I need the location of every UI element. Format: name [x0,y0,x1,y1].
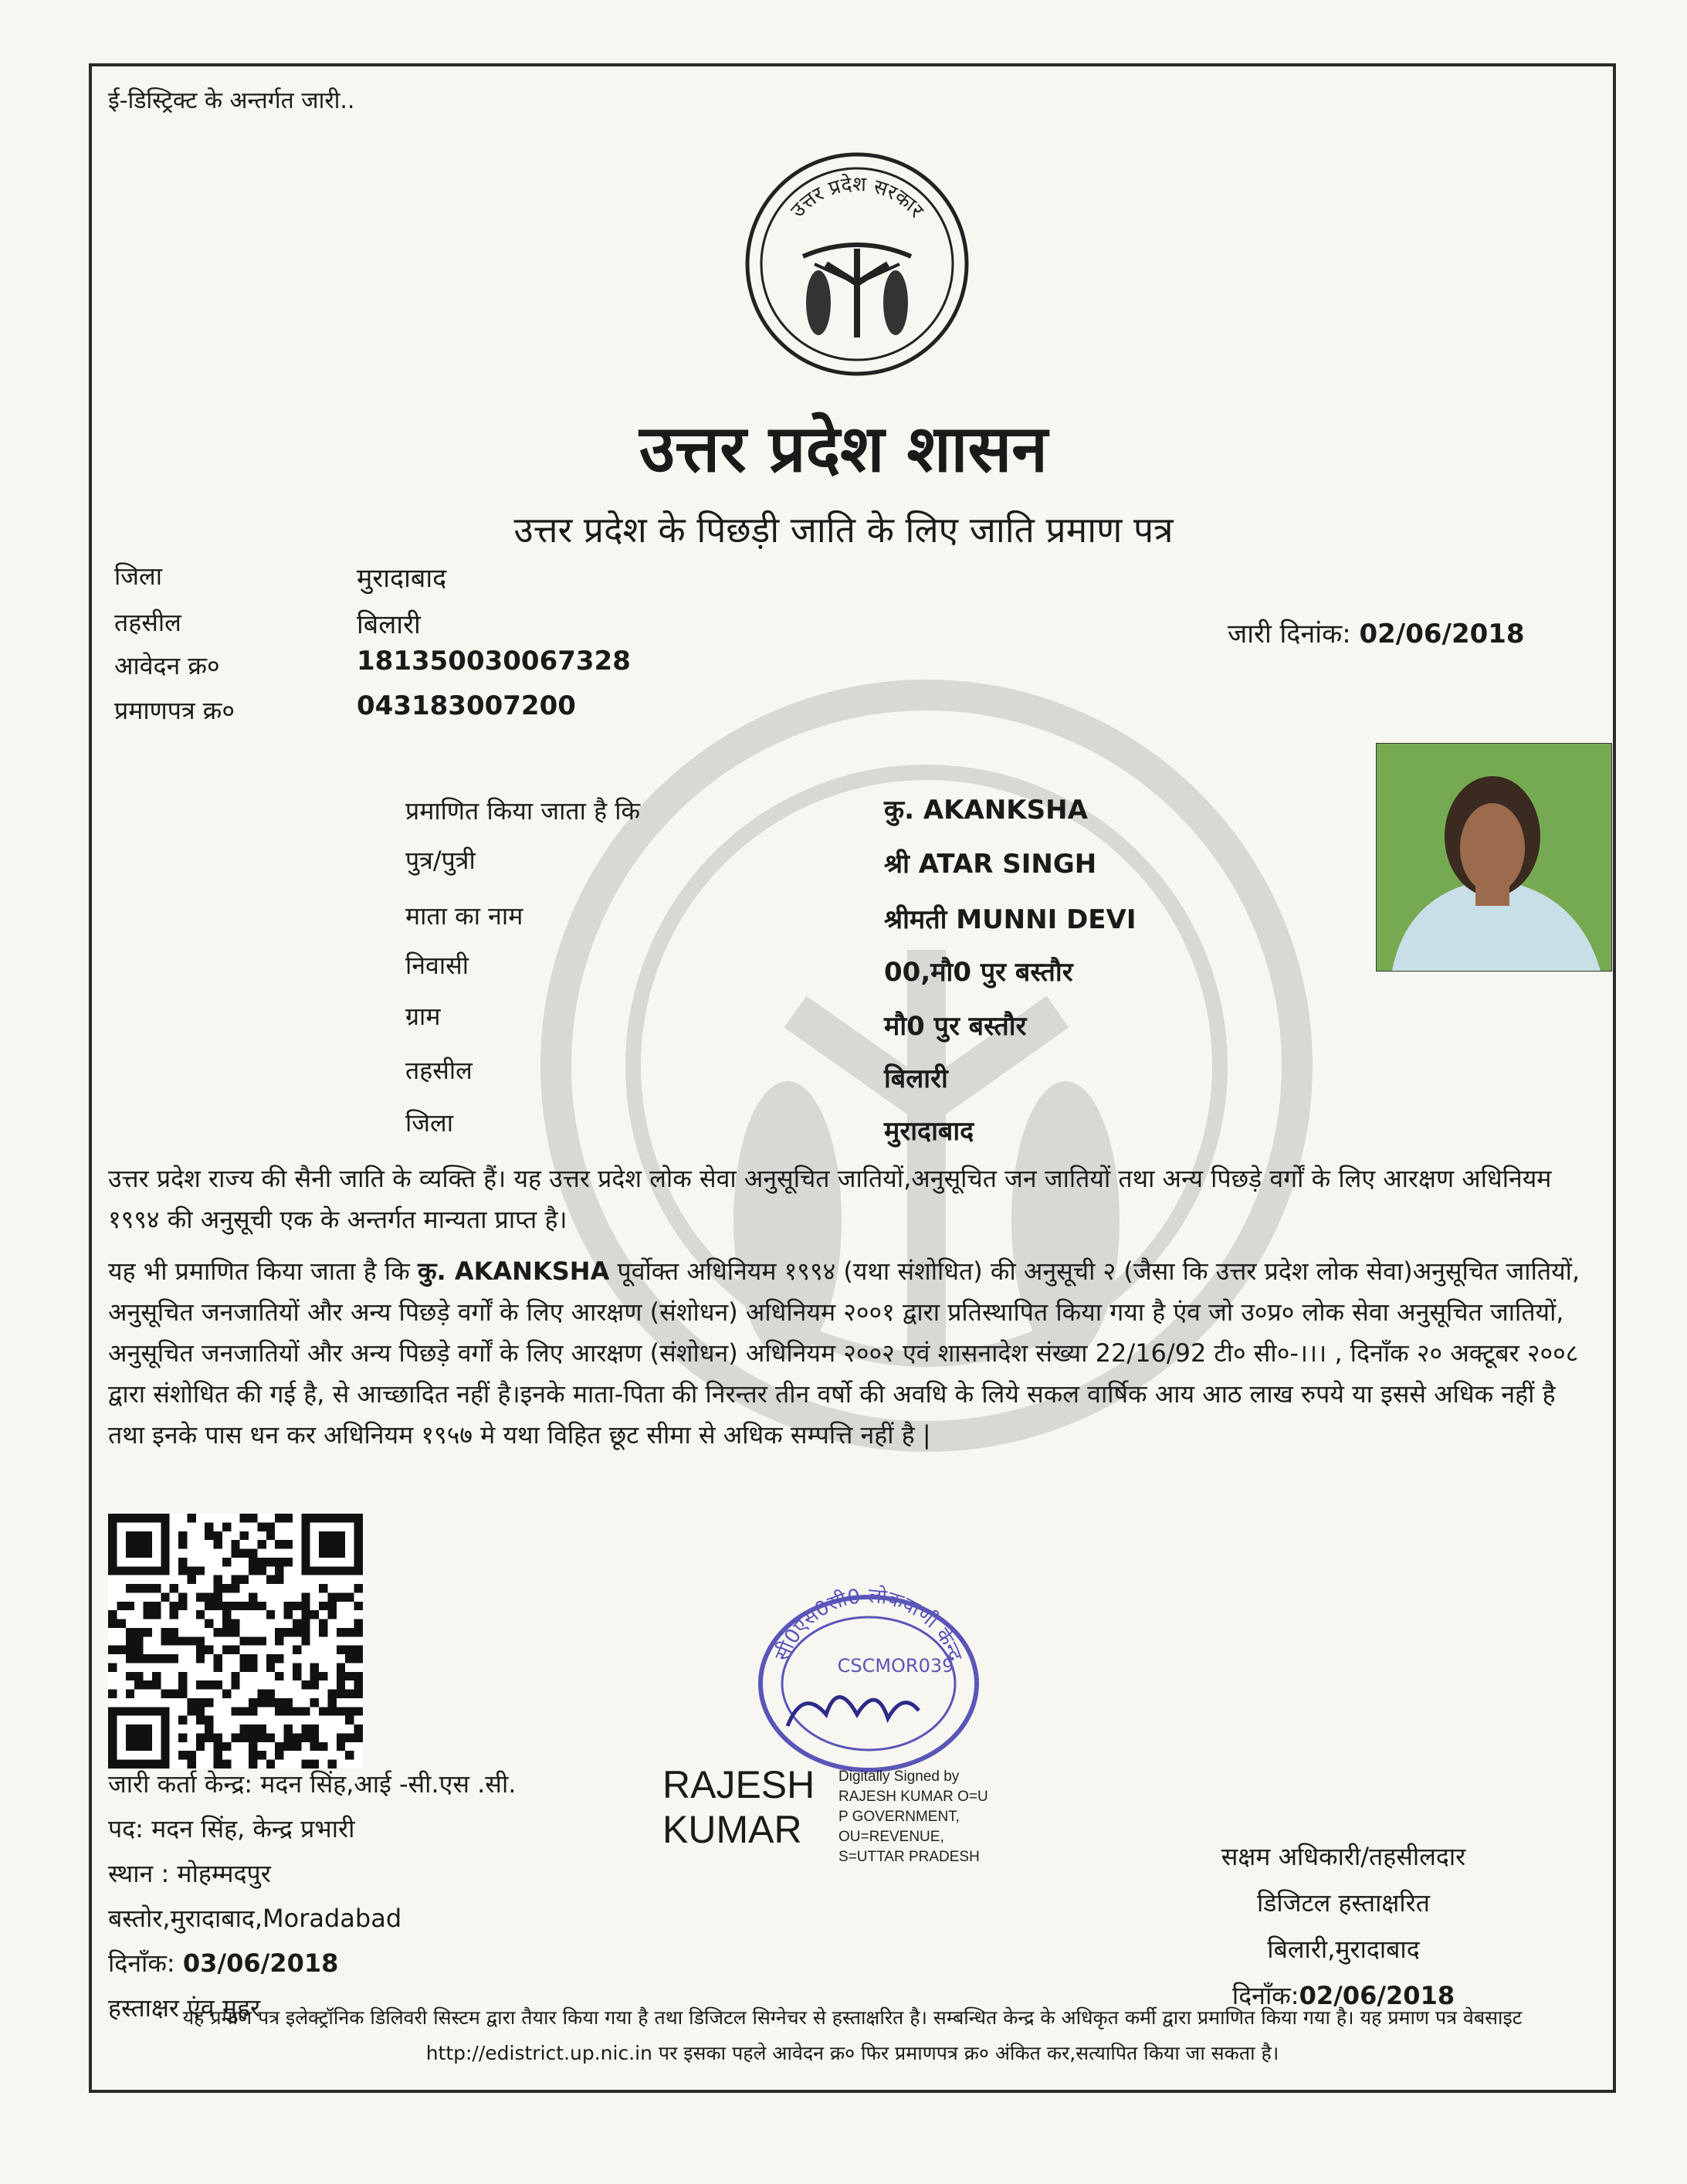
issue-date-value: 02/06/2018 [1359,619,1525,649]
detail-label-mother: माता का नाम [405,901,523,931]
stamp-text: सी0एस0सी0 लोकवाणी केन्द्र [771,1584,967,1665]
detail-label-tehsil: तहसील [405,1056,473,1085]
para2-prefix: यह भी प्रमाणित किया जाता है कि [108,1256,418,1286]
meta-label-application-no: आवेदन क्र० [114,651,220,680]
authority-title: सक्षम अधिकारी/तहसीलदार [1221,1842,1466,1871]
detail-value-tehsil: बिलारी [884,1063,948,1094]
digital-signature-details [838,1767,988,1867]
digital-signer-name-line2: KUMAR [662,1808,802,1851]
issuer-date-label: दिनाँक: [108,1948,183,1978]
page-subtitle: उत्तर प्रदेश के पिछड़ी जाति के लिए जाति प्रमाण पत्र [513,509,1174,551]
authority-place: बिलारी,मुरादाबाद [1267,1935,1420,1964]
detail-label-district: जिला [405,1108,454,1138]
detail-label-village: ग्राम [405,1002,441,1031]
issuer-place-line2: बस्तोर,मुरादाबाद,Moradabad [108,1904,402,1933]
detail-value-resident: 00,मौ0 पुर बस्तौर [884,957,1073,988]
issuer-place: स्थान : मोहम्मदपुर [108,1859,271,1888]
sig-detail-line: OU=REVENUE, [838,1829,944,1845]
detail-value-father: श्री ATAR SINGH [884,849,1097,880]
applicant-photo [1376,743,1612,972]
meta-value-application-no: 181350030067328 [357,646,631,677]
emblem-text: उत्तर प्रदेश सरकार [786,172,928,222]
issue-date [1228,615,1525,650]
issuer-sign-label: हस्ताक्षर एंव मुहर [108,1993,261,2023]
meta-label-certificate-no: प्रमाणपत्र क्र० [114,696,235,725]
issuer-date-value: 03/06/2018 [182,1948,339,1978]
issuer-center: जारी कर्ता केन्द्र: मदन सिंह,आई -सी.एस .सी. [108,1769,517,1799]
footer-note: यह प्रमाण पत्र इलेक्ट्रॉनिक डिलिवरी सिस्टम द्वारा तैयार किया गया है तथा डिजिटल सिग्नेचर से हस्ताक्षरित है। सम्बन्धित केन्द्र के अधिकृत कर्मी द्वारा प्रमाणित किया गया है। यह प्रमाण पत्र वेबसाइट http://edistrict.up.nic.in पर इसका पहले आवेदन क्र० फिर प्रमाणपत्र क्र० अंकित कर,सत्यापित किया जा सकता है। [182,2006,1523,2064]
issue-date-label: जारी दिनांक: [1228,619,1351,649]
meta-label-district: जिला [114,561,163,591]
up-emblem-icon [741,148,973,380]
detail-value-district: मुरादाबाद [884,1116,974,1147]
creamy-layer-paragraph [108,1251,1583,1456]
meta-value-certificate-no: 043183007200 [357,690,576,721]
stamp-code: CSCMOR039 [837,1655,954,1677]
authority-date-label: दिनाँक: [1231,1981,1299,2010]
sig-detail-line: Digitally Signed by [838,1769,960,1785]
meta-value-district: मुरादाबाद [357,563,447,594]
para2-name: कु. AKANKSHA [417,1256,610,1286]
handwritten-signature [788,1697,919,1727]
authority-digital: डिजिटल हस्ताक्षरित [1257,1888,1430,1918]
sig-detail-line: P GOVERNMENT, [838,1809,960,1825]
detail-value-village: मौ0 पुर बस्तौर [884,1011,1027,1042]
detail-label-resident: निवासी [405,951,469,980]
authority-date-value: 02/06/2018 [1299,1981,1455,2010]
verification-qr-code [108,1514,363,1769]
issuer-post: पद: मदन सिंह, केन्द्र प्रभारी [108,1814,355,1843]
detail-label-son-daughter: पुत्र/पुत्री [405,846,476,875]
digital-signer-name-line1: RAJESH [662,1763,815,1806]
sig-detail-line: S=UTTAR PRADESH [838,1849,980,1865]
detail-label-certified: प्रमाणित किया जाता है कि [405,796,641,826]
caste-statement-paragraph: उत्तर प्रदेश राज्य की सैनी जाति के व्यक्ति हैं। यह उत्तर प्रदेश लोक सेवा अनुसूचित जातियों,अनुसूचित जन जातियों तथा अन्य पिछड़े वर्गों के लिए आरक्षण अधिनियम १९९४ की अनुसूची एक के अन्तर्गत मान्यता प्राप्त है। [108,1164,1552,1234]
sig-detail-line: RAJESH KUMAR O=U [838,1789,988,1805]
meta-value-tehsil: बिलारी [357,609,421,640]
issuer-date [108,1946,338,1979]
para2-rest: पूर्वोक्त अधिनियम १९९४ (यथा संशोधित) की अनुसूची २ (जैसा कि उत्तर प्रदेश लोक सेवा)अनुसूचित जातियों, अनुसूचित जनजातियों और अन्य पिछड़े वर्गों के लिए आरक्षण (संशोधन) अधिनियम २००१ द्वारा प्रतिस्थापित किया गया है एंव जो उ०प्र० लोक सेवा अनुसूचित जातियों, अनुसूचित जनजातियों और अन्य पिछड़े वर्गों के लिए आरक्षण (संशोधन) अधिनियम २००२ एवं शासनादेश संख्या 22/16/92 टी० सी०-।।। , दिनाँक २० अक्टूबर २००८ द्वारा संशोधित की गई है, से आच्छादित नहीं है।इनके माता-पिता की निरन्तर तीन वर्षो की अवधि के लिये सकल वार्षिक आय आठ लाख रुपये या इससे अधिक नहीं है तथा इनके पास धन कर अधिनियम १९५७ मे यथा विहित छूट सीमा से अधिक सम्पत्ति नहीं है | [108,1256,1580,1450]
detail-value-name: कु. AKANKSHA [884,795,1088,826]
edistrict-note: ई-डिस्ट्रिक्ट के अन्तर्गत जारी.. [108,87,355,114]
csc-round-stamp-icon [741,1548,996,1772]
meta-label-tehsil: तहसील [114,608,181,637]
digital-signer-name [662,1762,815,1852]
page-title: उत्तर प्रदेश शासन [639,411,1048,487]
detail-value-mother: श्रीमती MUNNI DEVI [884,904,1137,935]
